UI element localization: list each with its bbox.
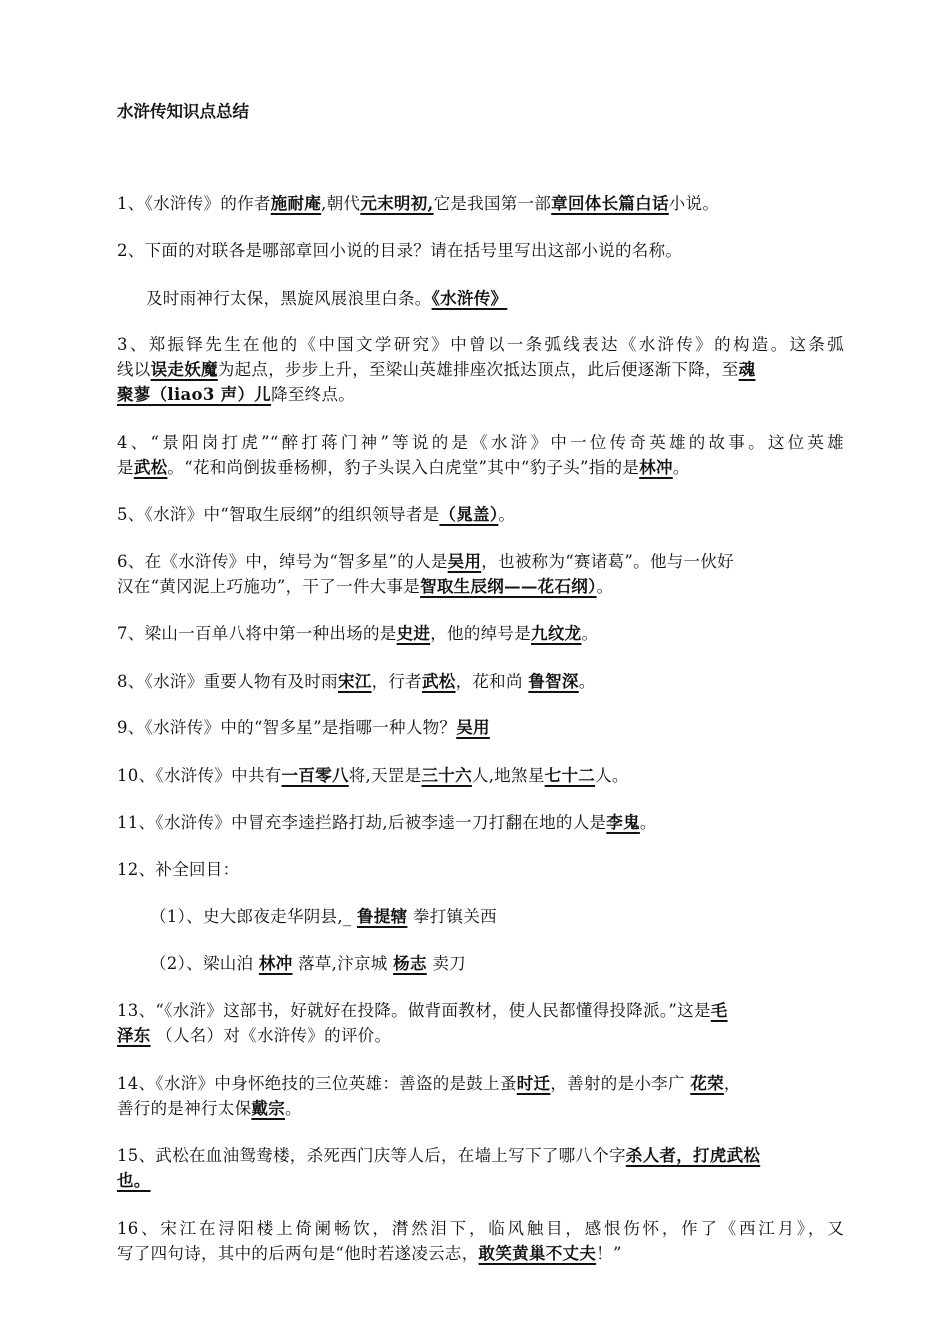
- answer: 《水浒传》: [431, 289, 508, 308]
- answer: 宋江: [337, 672, 372, 691]
- question-text: 13、“《水浒》这部书，好就好在投降。做背面教材，使人民都懂得投降派。”这是: [117, 1001, 711, 1020]
- answer: 武松: [133, 458, 168, 477]
- question-text: ,朝代: [321, 194, 361, 213]
- answer: 林冲: [258, 954, 293, 973]
- question-13-line-2: [117, 1025, 391, 1047]
- question-text: 落草,汴京城: [298, 954, 388, 973]
- question-text: 。: [285, 1099, 302, 1118]
- question-10: [117, 765, 629, 787]
- answer: 七十二: [544, 766, 596, 785]
- question-text: 写了四句诗，其中的后两句是“他时若遂凌云志，: [117, 1244, 479, 1263]
- answer: 三十六: [421, 766, 472, 785]
- question-text: （2）、梁山泊: [150, 954, 254, 973]
- question-text: 15、武松在血油鸳鸯楼，杀死西门庆等人后，在墙上写下了哪八个字: [117, 1146, 626, 1165]
- question-14-line-1: [117, 1073, 741, 1095]
- answer: 施耐庵: [270, 194, 322, 213]
- question-text: 拳打镇关西: [412, 907, 497, 926]
- question-text: （1）、史大郎夜走华阴县,_: [150, 907, 352, 926]
- question-text: 10、《水浒传》中共有: [117, 766, 282, 785]
- question-16-line-1: 16、宋江在浔阳楼上倚阑畅饮，潸然泪下，临风触目，感恨伤怀，作了《西江月》，又: [117, 1219, 844, 1238]
- question-text: 5、《水浒》中“智取生辰纲”的组织领导者是: [117, 505, 440, 524]
- question-3-line-3: [117, 384, 355, 406]
- answer: 九纹龙: [531, 624, 582, 643]
- answer: 杨志: [393, 954, 427, 973]
- question-3-line-1: 3、郑振铎先生在他的《中国文学研究》中曾以一条弧线表达《水浒传》的构造。这条弧: [117, 335, 844, 354]
- question-12: 12、补全回目：: [117, 860, 240, 879]
- question-text: 它是我国第一部: [433, 194, 552, 213]
- question-text: 7、梁山一百单八将中第一种出场的是: [117, 624, 397, 643]
- question-text: 。: [639, 813, 657, 832]
- question-16-line-2: [117, 1243, 622, 1265]
- question-text: 。: [581, 624, 599, 643]
- question-text: ，花和尚: [455, 672, 523, 691]
- answer: 吴用: [456, 718, 490, 737]
- question-text: 9、《水浒传》中的“智多星”是指哪一种人物？: [117, 718, 457, 737]
- answer: 一百零八: [281, 766, 349, 785]
- answer: 毛: [710, 1001, 728, 1020]
- question-2: 2、下面的对联各是哪部章回小说的目录？请在括号里写出这部小说的名称。: [117, 241, 683, 260]
- answer: 聚蓼（liao3 声）儿: [117, 385, 272, 404]
- answer: 魂: [738, 360, 756, 379]
- question-text: 汉在“黄冈泥上巧施功”，干了一件大事是: [117, 577, 421, 596]
- question-14-line-2: [117, 1098, 302, 1120]
- question-15-line-1: [117, 1145, 760, 1167]
- question-8: [117, 671, 596, 693]
- question-2-couplet: [146, 288, 507, 310]
- question-4-line-2: [117, 457, 690, 479]
- answer: 元末明初,: [360, 194, 434, 213]
- answer: 武松: [421, 672, 456, 691]
- question-text: 。: [498, 505, 516, 524]
- question-7: [117, 623, 598, 645]
- question-5: [117, 504, 515, 526]
- question-6-line-1: [117, 551, 734, 573]
- question-text: 为起点，步步上升，至梁山英雄排座次抵达顶点，此后便逐渐下降，至: [217, 360, 739, 379]
- answer: 智取生辰纲——花石纲）: [420, 577, 597, 596]
- answer: 戴宗: [251, 1099, 286, 1118]
- answer: （晁盖）: [439, 505, 499, 524]
- couplet-text: 及时雨神行太保，黑旋风展浪里白条。: [146, 289, 432, 308]
- question-13-line-1: [117, 1000, 728, 1022]
- question-text: 人。: [595, 766, 629, 785]
- answer: 误走妖魔: [150, 360, 218, 379]
- answer: 也。: [117, 1171, 151, 1190]
- question-text: ，他的绰号是: [430, 624, 532, 643]
- question-text: 。: [596, 577, 614, 596]
- answer: 章回体长篇白话: [551, 194, 669, 213]
- question-text: ，行者: [371, 672, 422, 691]
- question-text: ，: [723, 1074, 741, 1093]
- question-text: 将,天罡是: [348, 766, 422, 785]
- answer: 鲁智深: [528, 672, 579, 691]
- answer: 吴用: [447, 552, 482, 571]
- question-11: [117, 812, 657, 834]
- question-text: 线以: [117, 360, 151, 379]
- question-text: 降至终点。: [271, 385, 356, 404]
- question-text: 。: [578, 672, 596, 691]
- question-text: 。: [672, 458, 690, 477]
- question-12-sub-2: [150, 953, 466, 975]
- question-text: 小说。: [668, 194, 720, 213]
- question-text: 卖刀: [432, 954, 466, 973]
- question-text: （人名）对《水浒传》的评价。: [156, 1026, 392, 1045]
- document-title: 水浒传知识点总结: [117, 102, 249, 121]
- answer: 时迁: [516, 1074, 551, 1093]
- answer: 花荣: [690, 1074, 724, 1093]
- answer: 鲁提辖: [357, 907, 408, 926]
- question-text: 14、《水浒》中身怀绝技的三位英雄：善盗的是鼓上蚤: [117, 1074, 517, 1093]
- question-12-sub-1: [150, 906, 497, 928]
- question-15-line-2: [117, 1170, 151, 1192]
- answer: 史进: [396, 624, 431, 643]
- answer: 杀人者，打虎武松: [625, 1146, 761, 1165]
- question-6-line-2: [117, 576, 613, 598]
- question-text: 。“花和尚倒拔垂杨柳，豹子头误入白虎堂”其中“豹子头”指的是: [167, 458, 640, 477]
- question-4-line-1: 4、“景阳岗打虎”“醉打蒋门神”等说的是《水浒》中一位传奇英雄的故事。这位英雄: [117, 433, 844, 452]
- question-9: [117, 717, 490, 739]
- question-text: ，也被称为“赛诸葛”。他与一伙好: [481, 552, 734, 571]
- question-3-line-2: [117, 359, 755, 381]
- question-text: 6、在《水浒传》中，绰号为“智多星”的人是: [117, 552, 448, 571]
- answer: 李鬼: [606, 813, 640, 832]
- question-text: 8、《水浒》重要人物有及时雨: [117, 672, 338, 691]
- answer: 林冲: [639, 458, 673, 477]
- question-text: 善行的是神行太保: [117, 1099, 252, 1118]
- question-text: 是: [117, 458, 134, 477]
- question-text: 1、《水浒传》的作者: [117, 194, 271, 213]
- answer: 泽东: [117, 1026, 151, 1045]
- question-text: 11、《水浒传》中冒充李逵拦路打劫,后被李逵一刀打翻在地的人是: [117, 813, 607, 832]
- question-text: 人,地煞星: [471, 766, 545, 785]
- question-1: [117, 193, 719, 215]
- question-text: ！”: [596, 1244, 622, 1263]
- answer: 敢笑黄巢不丈夫: [478, 1244, 597, 1263]
- question-text: ，善射的是小李广: [550, 1074, 685, 1093]
